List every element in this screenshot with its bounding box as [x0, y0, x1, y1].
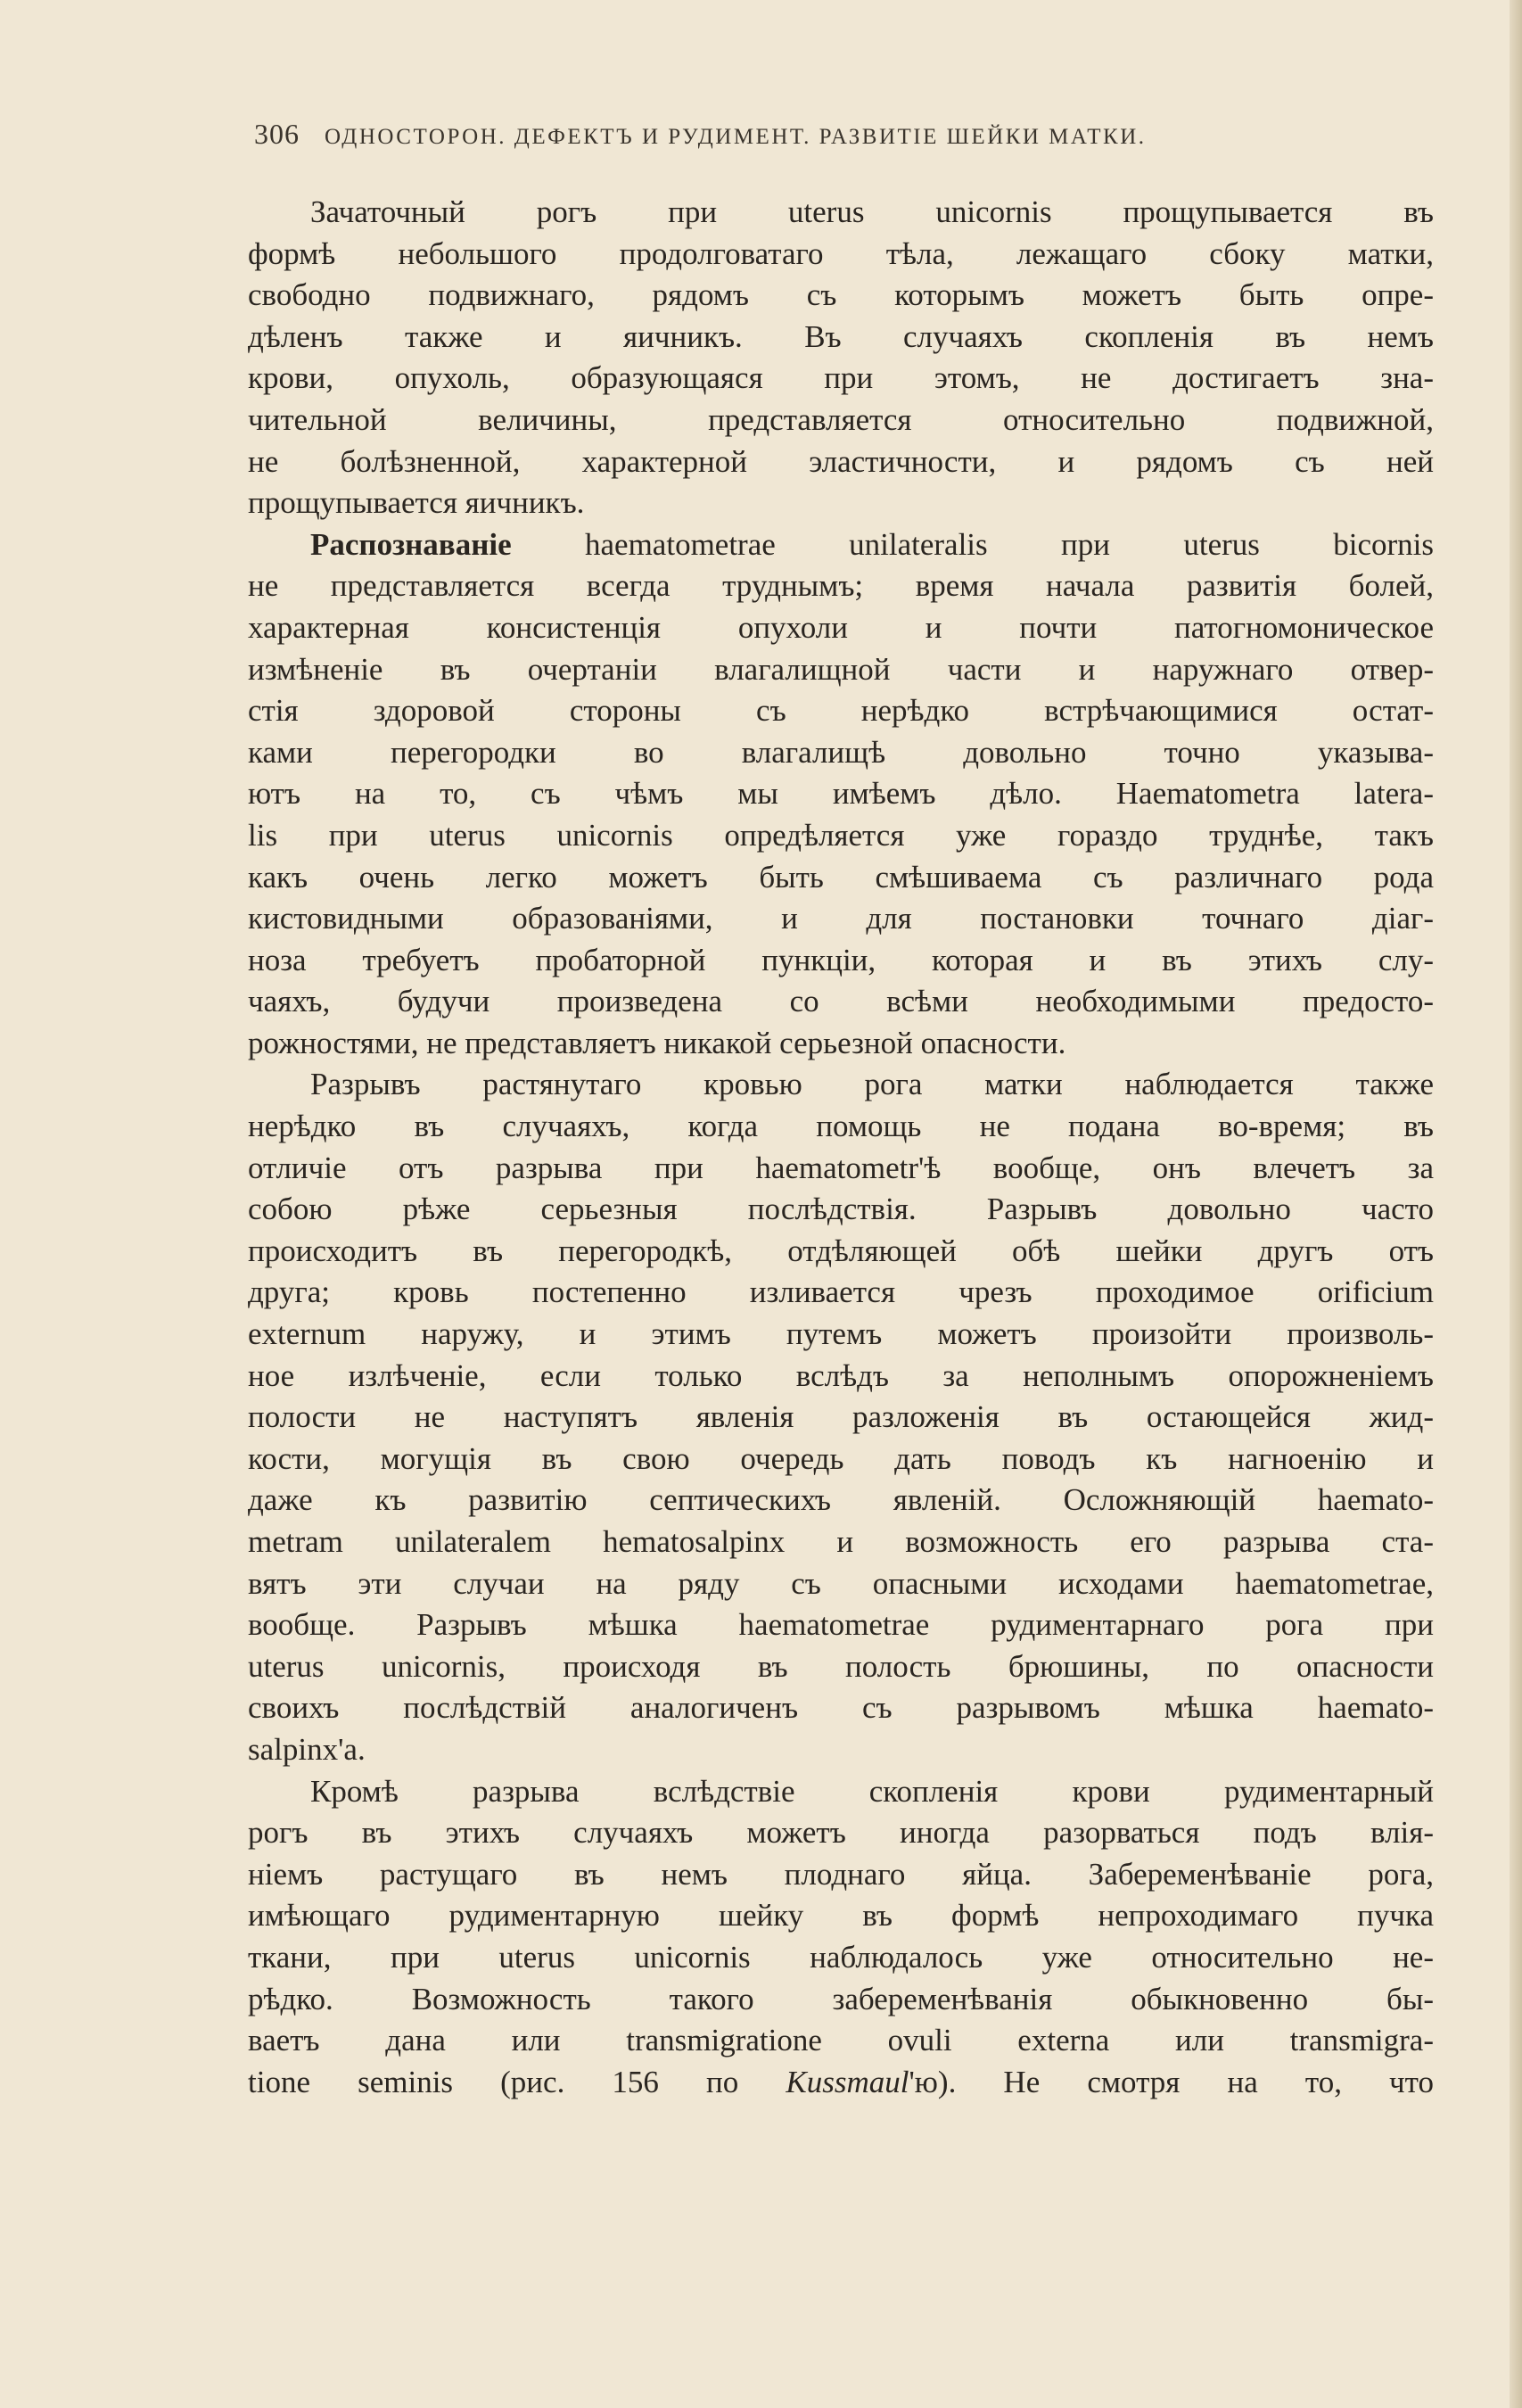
text-line: даже къ развитію септическихъ явленій. Осложняющій haemato- [248, 1482, 1434, 1518]
paragraph-3 [248, 1064, 1434, 1770]
text-line: Зачаточный рогъ при uterus unicornis прощупывается въ [310, 194, 1434, 229]
text-line: какъ очень легко можетъ быть смѣшиваема съ различнаго рода [248, 859, 1434, 895]
text-line: не болѣзненной, характерной эластичности, и рядомъ съ ней [248, 443, 1434, 479]
text-line: собою рѣже серьезныя послѣдствія. Разрывъ довольно часто [248, 1192, 1434, 1227]
text-line: рогъ въ этихъ случаяхъ можетъ иногда разорваться подъ влія- [248, 1815, 1434, 1851]
author-name: Kussmaul [786, 2064, 909, 2099]
text-line: своихъ послѣдствій аналогиченъ съ разрывомъ мѣшка haemato- [248, 1690, 1434, 1726]
text-run: haematometrae unilateralis при uterus bicornis [585, 526, 1434, 562]
running-title: ОДНОСТОРОН. ДЕФЕКТЪ И РУДИМЕНТ. РАЗВИТІЕ ШЕЙКИ МАТКИ. [325, 125, 1147, 149]
paragraph-1 [248, 192, 1434, 524]
text-line: происходитъ въ перегородкѣ, отдѣляющей обѣ шейки другъ отъ [248, 1233, 1434, 1268]
text-line: lis при uterus unicornis опредѣляется уже гораздо труднѣе, такъ [248, 817, 1434, 853]
text-line: друга; кровь постепенно изливается чрезъ проходимое orificium [248, 1274, 1434, 1310]
text-line: отличіе отъ разрыва при haematometr'ѣ вообще, онъ влечетъ за [248, 1150, 1434, 1185]
paragraph-4 [248, 1771, 1434, 2104]
body-text [248, 192, 1434, 2103]
text-run: tione seminis (рис. 156 по [248, 2064, 786, 2099]
text-line: полости не наступятъ явленія разложенія въ остающейся жид- [248, 1399, 1434, 1435]
paragraph-2 [248, 524, 1434, 1065]
text-line: измѣненіе въ очертаніи влагалищной части и наружнаго отвер- [248, 651, 1434, 687]
text-line: uterus unicornis, происходя въ полость брюшины, по опасности [248, 1648, 1434, 1684]
text-line: кости, могущія въ свою очередь дать поводъ къ нагноенію и [248, 1440, 1434, 1476]
text-line: нерѣдко въ случаяхъ, когда помощь не подана во-время; въ [248, 1109, 1434, 1144]
text-line: ноза требуетъ пробаторной пункціи, которая и въ этихъ слу- [248, 942, 1434, 977]
bold-lead: Распознаваніе [310, 526, 512, 562]
text-line: вообще. Разрывъ мѣшка haematometrae рудиментарнаго рога при [248, 1607, 1434, 1643]
text-line: чаяхъ, будучи произведена со всѣми необходимыми предосто- [248, 984, 1434, 1019]
text-line: Кромѣ разрыва вслѣдствіе скопленія крови рудиментарный [310, 1773, 1434, 1809]
text-line: имѣющаго рудиментарную шейку въ формѣ непроходимаго пучка [248, 1898, 1434, 1934]
text-line: крови, опухоль, образующаяся при этомъ, не достигаетъ зна- [248, 360, 1434, 396]
text-line: вятъ эти случаи на ряду съ опасными исходами haematometrae, [248, 1565, 1434, 1601]
text-line: формѣ небольшого продолговатаго тѣла, лежащаго сбоку матки, [248, 235, 1434, 271]
text-line: externum наружу, и этимъ путемъ можетъ произойти произволь- [248, 1316, 1434, 1352]
text-line [248, 524, 1434, 566]
text-line: ткани, при uterus unicornis наблюдалось уже относительно не- [248, 1939, 1434, 1975]
text-line [248, 2062, 1434, 2104]
text-line: не представляется всегда труднымъ; время начала развитія болей, [248, 568, 1434, 604]
text-line: кистовидными образованіями, и для постановки точнаго діаг- [248, 901, 1434, 936]
text-line: ютъ на то, съ чѣмъ мы имѣемъ дѣло. Haematometra latera- [248, 776, 1434, 812]
text-line: рѣдко. Возможность такого забеременѣванія обыкновенно бы- [248, 1981, 1434, 2016]
text-line: дѣленъ также и яичникъ. Въ случаяхъ скопленія въ немъ [248, 318, 1434, 354]
text-line: чительной величины, представляется относительно подвижной, [248, 401, 1434, 437]
text-line: свободно подвижнаго, рядомъ съ которымъ можетъ быть опре- [248, 277, 1434, 313]
page-edge [1510, 0, 1522, 2408]
text-line: прощупывается яичникъ. [248, 485, 585, 521]
text-line: характерная консистенція опухоли и почти патогномоническое [248, 609, 1434, 645]
text-line: metram unilateralem hematosalpinx и возможность его разрыва ста- [248, 1524, 1434, 1559]
text-line: Разрывъ растянутаго кровью рога матки наблюдается также [310, 1067, 1434, 1102]
running-header [254, 118, 1329, 151]
text-line: ніемъ растущаго въ немъ плоднаго яйца. Забеременѣваніе рога, [248, 1856, 1434, 1892]
text-line: ваетъ дана или transmigratione ovuli externa или transmigra- [248, 2023, 1434, 2058]
text-line: ное излѣченіе, если только вслѣдъ за неполнымъ опорожненіемъ [248, 1357, 1434, 1393]
text-line: стія здоровой стороны съ нерѣдко встрѣчающимися остат- [248, 693, 1434, 729]
text-run: 'ю). Не смотря на то, что [909, 2064, 1434, 2099]
page-number: 306 [254, 118, 300, 150]
text-line: рожностями, не представляетъ никакой серьезной опасности. [248, 1025, 1066, 1060]
text-line: salpinx'a. [248, 1731, 366, 1767]
text-line: ками перегородки во влагалищѣ довольно точно указыва- [248, 734, 1434, 770]
